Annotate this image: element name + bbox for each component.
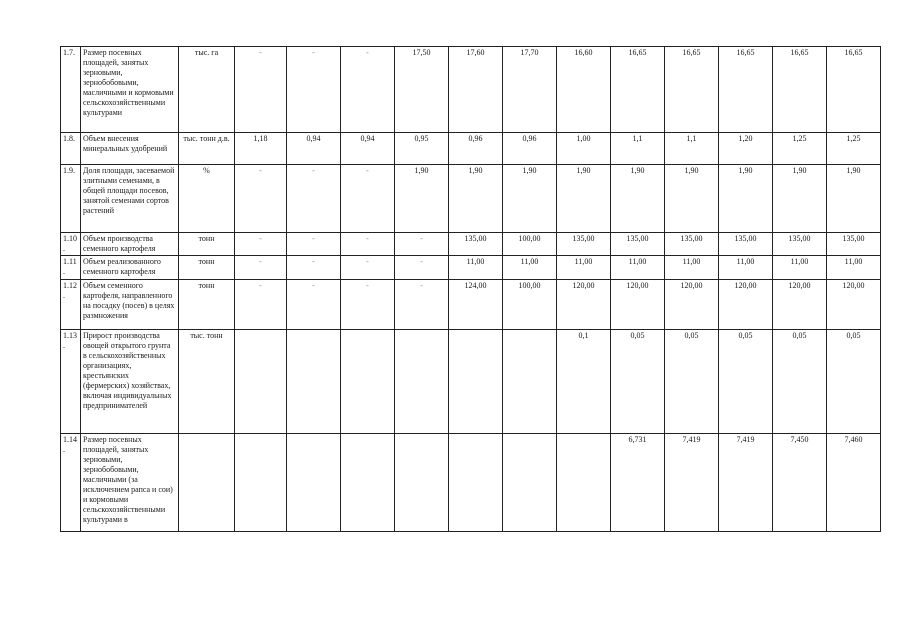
value-cell: 0,05 — [611, 330, 665, 434]
table-row — [61, 256, 881, 280]
value-cell: 7,460 — [827, 434, 881, 532]
value-cell: 120,00 — [719, 280, 773, 330]
indicator-name-cell: Размер посевных площадей, занятых зерновыми, зернобобовыми, масличными (за исключением рапса и сои) и кормовыми сельскохозяйственными культурами в — [81, 434, 179, 532]
row-number-cell: 1.10. — [61, 233, 81, 256]
value-cell: 11,00 — [449, 256, 503, 280]
unit-cell: тонн — [179, 256, 235, 280]
value-cell: 0,05 — [665, 330, 719, 434]
value-cell: 11,00 — [773, 256, 827, 280]
value-cell — [287, 434, 341, 532]
value-cell: 16,65 — [719, 47, 773, 133]
value-cell: 1,90 — [395, 165, 449, 233]
indicator-name-cell: Размер посевных площадей, занятых зерновыми, зернобобовыми, масличными и кормовыми сельскохозяйственными культурами — [81, 47, 179, 133]
value-cell: - — [341, 280, 395, 330]
value-cell: 1,25 — [827, 133, 881, 165]
value-cell — [503, 330, 557, 434]
value-cell: 1,90 — [503, 165, 557, 233]
value-cell: 120,00 — [557, 280, 611, 330]
value-cell: 0,05 — [719, 330, 773, 434]
value-cell: - — [287, 280, 341, 330]
value-cell — [235, 330, 287, 434]
value-cell: 11,00 — [557, 256, 611, 280]
value-cell: 7,419 — [719, 434, 773, 532]
value-cell: - — [341, 256, 395, 280]
value-cell: - — [235, 280, 287, 330]
value-cell — [395, 434, 449, 532]
value-cell: - — [341, 165, 395, 233]
value-cell: 1,90 — [611, 165, 665, 233]
value-cell: 120,00 — [665, 280, 719, 330]
value-cell: 11,00 — [611, 256, 665, 280]
value-cell: 120,00 — [773, 280, 827, 330]
value-cell: - — [341, 233, 395, 256]
unit-cell: тыс. тонн д.в. — [179, 133, 235, 165]
table-row — [61, 165, 881, 233]
row-number-cell: 1.11. — [61, 256, 81, 280]
row-number-cell: 1.13. — [61, 330, 81, 434]
value-cell: 1,90 — [665, 165, 719, 233]
value-cell: 135,00 — [773, 233, 827, 256]
indicator-name-cell: Объем реализованного семенного картофеля — [81, 256, 179, 280]
value-cell: 1,20 — [719, 133, 773, 165]
row-number-cell: 1.9. — [61, 165, 81, 233]
value-cell: 135,00 — [449, 233, 503, 256]
row-number-cell: 1.14. — [61, 434, 81, 532]
value-cell: - — [235, 256, 287, 280]
unit-cell — [179, 434, 235, 532]
value-cell: - — [395, 256, 449, 280]
table-body — [61, 47, 881, 532]
value-cell: 100,00 — [503, 280, 557, 330]
value-cell: 120,00 — [827, 280, 881, 330]
unit-cell: тонн — [179, 280, 235, 330]
value-cell: - — [235, 165, 287, 233]
value-cell: 6,731 — [611, 434, 665, 532]
value-cell: 1,00 — [557, 133, 611, 165]
value-cell: 11,00 — [665, 256, 719, 280]
value-cell: 0,96 — [449, 133, 503, 165]
table-row — [61, 280, 881, 330]
value-cell — [503, 434, 557, 532]
value-cell: 1,90 — [719, 165, 773, 233]
value-cell: 16,60 — [557, 47, 611, 133]
value-cell: 1,90 — [449, 165, 503, 233]
value-cell: 11,00 — [503, 256, 557, 280]
unit-cell: тыс. тонн — [179, 330, 235, 434]
value-cell: 17,60 — [449, 47, 503, 133]
value-cell: - — [341, 47, 395, 133]
value-cell — [341, 330, 395, 434]
value-cell: 120,00 — [611, 280, 665, 330]
value-cell: 16,65 — [827, 47, 881, 133]
value-cell — [449, 434, 503, 532]
value-cell: 1,25 — [773, 133, 827, 165]
value-cell: 1,1 — [665, 133, 719, 165]
value-cell — [395, 330, 449, 434]
value-cell: 100,00 — [503, 233, 557, 256]
value-cell: 135,00 — [827, 233, 881, 256]
value-cell: 1,90 — [557, 165, 611, 233]
value-cell: 16,65 — [611, 47, 665, 133]
row-number-cell: 1.7. — [61, 47, 81, 133]
value-cell: 0,05 — [773, 330, 827, 434]
indicator-name-cell: Объем производства семенного картофеля — [81, 233, 179, 256]
unit-cell: тонн — [179, 233, 235, 256]
value-cell: - — [287, 233, 341, 256]
value-cell: 0,94 — [287, 133, 341, 165]
value-cell: 11,00 — [827, 256, 881, 280]
indicators-table — [60, 46, 881, 532]
value-cell: 1,1 — [611, 133, 665, 165]
value-cell: 7,419 — [665, 434, 719, 532]
value-cell: 16,65 — [773, 47, 827, 133]
value-cell: - — [235, 47, 287, 133]
value-cell: 17,50 — [395, 47, 449, 133]
value-cell: 1,18 — [235, 133, 287, 165]
table-row — [61, 47, 881, 133]
value-cell: - — [395, 233, 449, 256]
value-cell: - — [287, 47, 341, 133]
value-cell — [341, 434, 395, 532]
value-cell: 135,00 — [557, 233, 611, 256]
table-row — [61, 133, 881, 165]
value-cell: 135,00 — [665, 233, 719, 256]
unit-cell: % — [179, 165, 235, 233]
value-cell: 0,95 — [395, 133, 449, 165]
value-cell — [449, 330, 503, 434]
value-cell: 16,65 — [665, 47, 719, 133]
table-row — [61, 434, 881, 532]
value-cell: 0,05 — [827, 330, 881, 434]
row-number-cell: 1.8. — [61, 133, 81, 165]
unit-cell: тыс. га — [179, 47, 235, 133]
indicator-name-cell: Объем внесения минеральных удобрений — [81, 133, 179, 165]
value-cell: 1,90 — [827, 165, 881, 233]
value-cell: - — [395, 280, 449, 330]
value-cell — [557, 434, 611, 532]
value-cell: 135,00 — [611, 233, 665, 256]
indicator-name-cell: Доля площади, засеваемой элитными семенами, в общей площади посевов, занятой семенами сортов растений — [81, 165, 179, 233]
row-number-cell: 1.12. — [61, 280, 81, 330]
indicator-name-cell: Объем семенного картофеля, направленного на посадку (посев) в целях размножения — [81, 280, 179, 330]
value-cell: - — [235, 233, 287, 256]
value-cell: 124,00 — [449, 280, 503, 330]
value-cell: - — [287, 165, 341, 233]
value-cell — [235, 434, 287, 532]
indicator-name-cell: Прирост производства овощей открытого грунта в сельскохозяйственных организациях, крестьянских (фермерских) хозяйствах, включая индивидуальных предпринимателей — [81, 330, 179, 434]
value-cell: 0,1 — [557, 330, 611, 434]
value-cell: 0,96 — [503, 133, 557, 165]
value-cell: 7,450 — [773, 434, 827, 532]
value-cell: 17,70 — [503, 47, 557, 133]
value-cell: 11,00 — [719, 256, 773, 280]
value-cell: 0,94 — [341, 133, 395, 165]
table-row — [61, 330, 881, 434]
table-row — [61, 233, 881, 256]
value-cell: 1,90 — [773, 165, 827, 233]
value-cell: - — [287, 256, 341, 280]
value-cell: 135,00 — [719, 233, 773, 256]
value-cell — [287, 330, 341, 434]
